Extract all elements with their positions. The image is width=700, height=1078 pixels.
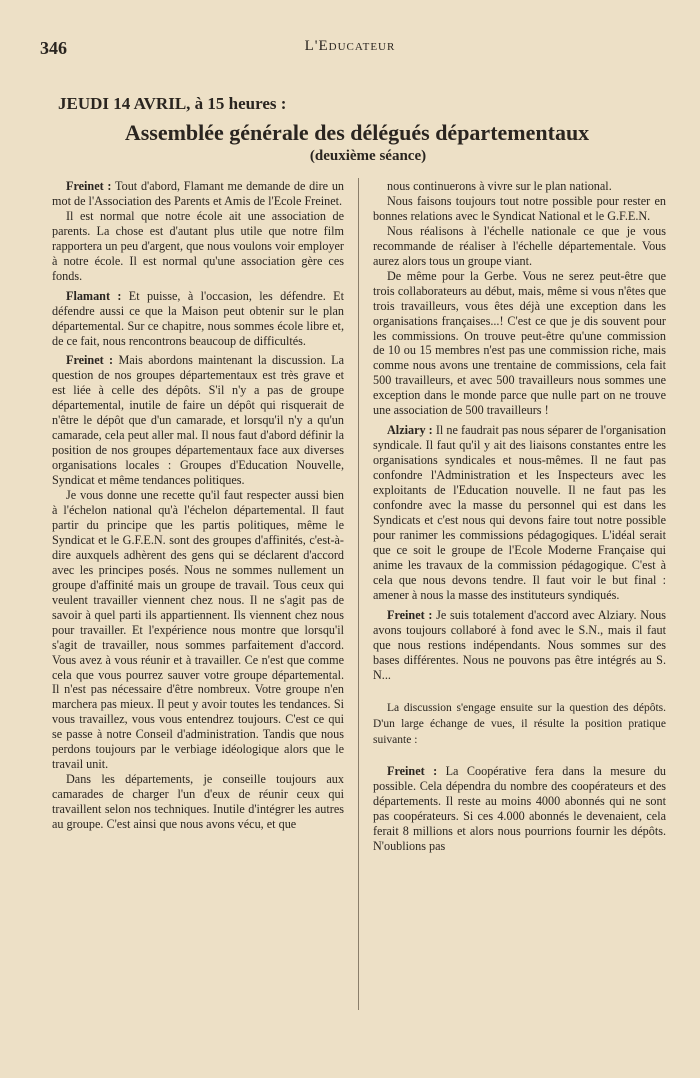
paragraph <box>52 209 344 284</box>
session-date: JEUDI 14 AVRIL, à 15 heures : <box>58 94 287 113</box>
paragraph <box>373 608 666 683</box>
speaker-name: Alziary : <box>387 423 433 438</box>
paragraph <box>373 764 666 854</box>
paragraph-text: La Coopérative fera dans la mesure du possible. Cela dépendra du nombre des coopérateurs et des départements. Il reste au moins 4000 abonnés qui ne sont pas coopérateurs. Si ces 4.000 abonnés le devenaient, cela ferait 8 millions et alors nous pourrions fournir les dépôts. N'oublions pas <box>373 764 667 854</box>
paragraph-text: Mais abordons maintenant la discussion. La question de nos groupes départementaux est très grave et est liée à celle des dépôts. S'il n'y a pas de groupe départemental, inutile de faire un dépôt qui risquerait de n'être le dépôt que d'un camarade, et lorsqu'il n'y a qu'un camarade, cela peut aller mal. Il nous faut d'abord définir la position de nos groupes départementaux face aux diverses organisations locales : Groupes d'Education Nouvelle, Syndicat et même tendances politiques. <box>52 353 345 488</box>
paragraph <box>373 179 666 194</box>
subtitle: (deuxième séance) <box>309 148 427 164</box>
right-column <box>373 179 666 854</box>
paragraph-text: Et puisse, à l'occasion, les défendre. Et défendre aussi ce que la Maison peut obtenir sur le plan départemental. Sur ce chapitre, nous sommes école libre et, de ce fait, nous rencontrons beaucoup de difficultés. <box>52 288 344 348</box>
speaker-name: Freinet : <box>66 353 114 368</box>
paragraph <box>373 423 666 602</box>
paragraph-text: nous continuerons à vivre sur le plan national. <box>387 179 612 193</box>
paragraph <box>52 772 344 832</box>
paragraph-text: Tout d'abord, Flamant me demande de dire un mot de l'Association des Parents et Amis de l'Ecole Freinet. <box>52 179 345 208</box>
paragraph <box>52 179 344 209</box>
speaker-name: Freinet : <box>387 764 438 779</box>
paragraph <box>52 353 344 488</box>
paragraph-text: La discussion s'engage ensuite sur la question des dépôts. D'un large échange de vues, il résulte la position pratique suivante : <box>373 702 666 747</box>
paragraph <box>373 700 666 748</box>
main-title: Assemblée générale des délégués départementaux <box>124 120 590 145</box>
paragraph-text: Nous réalisons à l'échelle nationale ce que je vous recommande de réaliser à l'échelle départementale. Vous aurez alors tous un groupe viant. <box>373 223 666 268</box>
page-number: 346 <box>40 38 67 58</box>
paragraph-text: Il ne faudrait pas nous séparer de l'organisation syndicale. Il faut qu'il y ait des liaisons constantes entre les organisations syndicales et nous-mêmes. Il ne faut pas confondre l'Administration et les Inspecteurs avec les exploitants de l'Education nouvelle. Il ne faut pas les confondre avec la masse du personnel qui est dans les Syndicats et c'est nous qui devons faire tout notre possible pour ranimer les commissions pédagogiques. L'idéal serait que ce soit le groupe de l'Ecole Moderne Française qui anime les travaux de la commission pédagogique. C'est à cela que nous devons tendre. Il faut voir le but final : amener à nous la masse des instituteurs syndiqués. <box>373 423 666 602</box>
paragraph <box>52 488 344 772</box>
paragraph-text: De même pour la Gerbe. Vous ne serez peut-être que trois collaborateurs au début, mais, même si vous n'êtes que trois travailleurs, vous êtes déjà une exception dans les organisations françaises...! C'est ce que je dis souvent pour les commissions. On trouve peut-être qu'une commission de 10 ou 15 membres n'est pas une commission riche, mais comme nous avons une trentaine de commissions, cela fait 500 travailleurs, et avec 500 travailleurs nous sommes une exception dans le monde parce que nulle part on ne trouve une association de 500 travailleurs ! <box>373 268 666 418</box>
column-divider <box>358 178 359 1010</box>
running-head: L'Educateur <box>304 38 396 54</box>
paragraph-text: Je vous donne une recette qu'il faut respecter aussi bien à l'échelon national qu'à l'échelon départemental. Il faut partir du principe que les partis politiques, même le Syndicat et le G.F.E.N. sont des groupes d'affinités, c'est-à-dire auxquels adhèrent des gens qui se déclarent d'accord avec les principes posés. Nous ne sommes nullement un groupe d'affinité mais un groupe de travail. Tous ceux qui veulent travailler viennent chez nous. Il ne s'agit pas de savoir à quel parti ils appartiennent. Ils viennent chez nous pour travailler. Et l'expérience nous montre que lorsqu'il s'agit de travailler, nous sommes parfaitement d'accord. Vous avez à vous réunir et à travailler. Ce n'est que comme cela que vous pourrez sauver votre groupe départemental. Il n'est pas nécessaire d'être nombreux. Votre groupe n'en marchera pas mieux. Il peut y avoir toutes les tendances. Si vous travaillez, vous vous entendrez toujours. C'est ce qui se passe à notre Conseil d'administration. Tandis que nous perdons toujours par le verbiage idéologique alors que le travail unit. <box>52 488 344 772</box>
paragraph <box>373 224 666 269</box>
paragraph-text: Dans les départements, je conseille toujours aux camarades de charger l'un d'eux de réunir ceux qui travaillent selon nos techniques. Inutile d'intégrer les autres au groupe. C'est ainsi que nous avons vécu, et que <box>52 772 344 832</box>
speaker-name: Flamant : <box>66 288 122 303</box>
paragraph <box>373 269 666 419</box>
speaker-name: Freinet : <box>387 607 433 622</box>
left-column <box>52 179 344 832</box>
paragraph-text: Il est normal que notre école ait une association de parents. La chose est d'autant plus utile que notre film rapportera un peu d'argent, que nous voulons voir employer à notre école. Il est normal qu'une association gère ces fonds. <box>52 208 344 283</box>
paragraph-text: Je suis totalement d'accord avec Alziary. Nous avons toujours collaboré à fond avec le S.N., mais il faut que nous restions indépendants. Nous sommes sur des bases différentes. Nous ne pouvons pas être intégrés au S. N... <box>373 607 666 682</box>
paragraph <box>52 289 344 349</box>
speaker-name: Freinet : <box>66 179 112 193</box>
paragraph-text: Nous faisons toujours tout notre possible pour rester en bonnes relations avec le Syndicat National et le G.F.E.N. <box>373 193 666 223</box>
paragraph <box>373 194 666 224</box>
